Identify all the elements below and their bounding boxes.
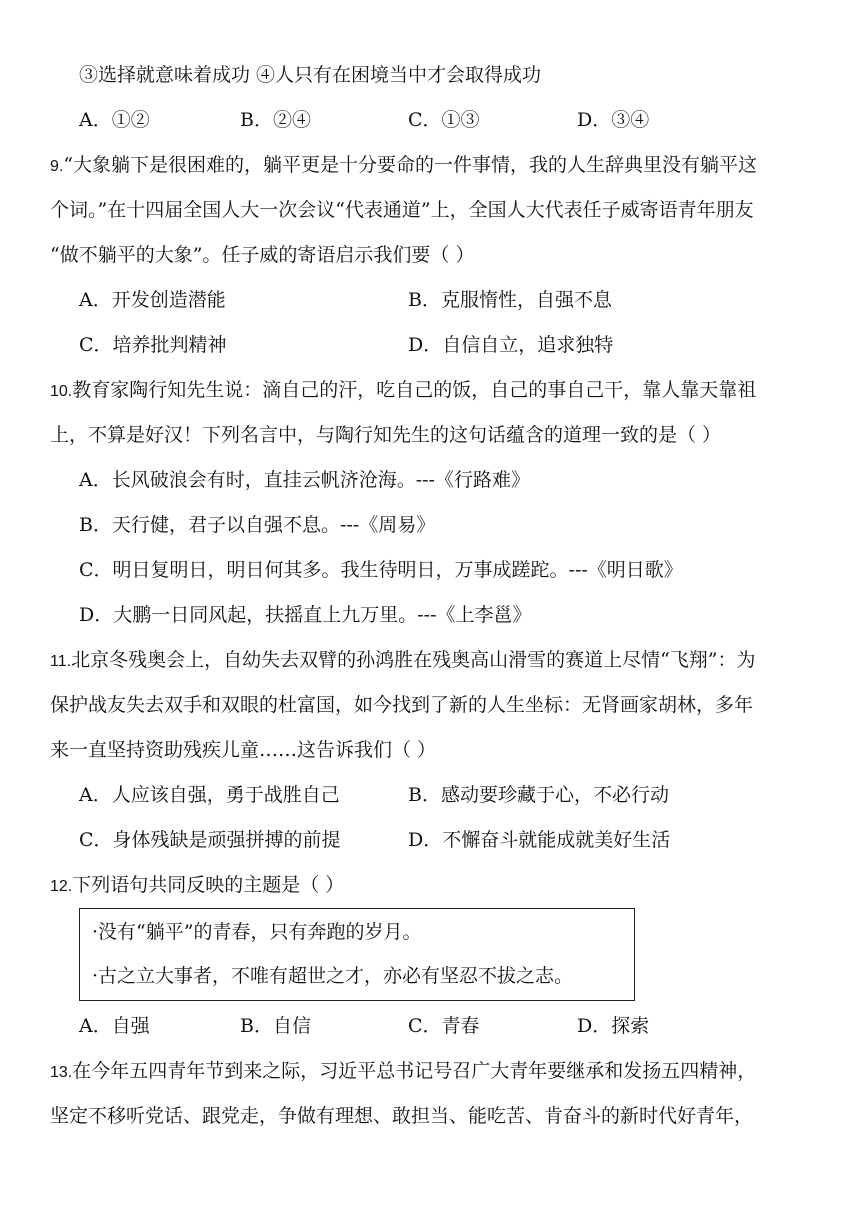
q10-option-a: A．长风破浪会有时，直挂云帆济沧海。---《行路难》 — [79, 469, 530, 491]
q11-line-3: 来一直坚持资助残疾儿童……这告诉我们（ ） — [50, 739, 437, 761]
q13-line-2: 坚定不移听党话、跟党走，争做有理想、敢担当、能吃苦、肯奋斗的新时代好青年， — [50, 1105, 754, 1127]
q8-statement-line: ③选择就意味着成功 ④人只有在困境当中才会取得成功 — [79, 64, 542, 86]
q11-number: 11. — [50, 653, 72, 670]
q12-line-1 — [50, 872, 344, 900]
q10-option-c: C．明日复明日，明日何其多。我生待明日，万事成蹉跎。---《明日歌》 — [79, 559, 683, 581]
q12-quote-box — [79, 908, 635, 1001]
q9-number: 9. — [50, 158, 64, 175]
q9-option-c: C．培养批判精神 — [79, 334, 227, 356]
q9-line-3: “做不躺平的大象”。任子威的寄语启示我们要（ ） — [50, 244, 475, 266]
q10-option-b: B．天行健，君子以自强不息。---《周易》 — [79, 514, 436, 536]
q9-line-1 — [50, 152, 757, 180]
q9-option-b: B．克服惰性，自强不息 — [408, 289, 612, 311]
q12-number: 12. — [50, 878, 73, 895]
q11-text-1: 北京冬残奥会上，自幼失去双臂的孙鸿胜在残奥高山滑雪的赛道上尽情“飞翔”：为 — [71, 649, 756, 671]
q12-quote-2: ·古之立大事者，不唯有超世之才，亦必有坚忍不拔之志。 — [92, 965, 574, 987]
q13-number: 13. — [50, 1064, 73, 1081]
q11-option-b: B．感动要珍藏于心，不必行动 — [408, 784, 669, 806]
q11-line-2: 保护战友失去双手和双眼的杜富国，如今找到了新的人生坐标：无肾画家胡林，多年 — [50, 694, 754, 716]
q11-option-d: D．不懈奋斗就能成就美好生活 — [408, 829, 671, 851]
q13-text-1: 在今年五四青年节到来之际，习近平总书记号召广大青年要继承和发扬五四精神， — [72, 1060, 757, 1082]
q8-option-d: D．③④ — [577, 109, 650, 131]
q12-option-b: B．自信 — [240, 1015, 311, 1037]
q9-option-a: A．开发创造潜能 — [79, 289, 226, 311]
q10-option-d: D．大鹏一日同风起，扶摇直上九万里。---《上李邕》 — [79, 604, 532, 626]
q12-option-a: A．自强 — [79, 1015, 150, 1037]
q8-option-a: A．①② — [79, 109, 150, 131]
q11-line-1 — [50, 647, 756, 675]
q8-option-b: B．②④ — [240, 109, 311, 131]
q13-line-1 — [50, 1058, 756, 1086]
q10-line-1 — [50, 377, 756, 405]
q11-option-c: C．身体残缺是顽强拼搏的前提 — [79, 829, 341, 851]
q12-option-c: C．青春 — [408, 1015, 480, 1037]
q12-option-d: D．探索 — [577, 1015, 650, 1037]
q9-text-1: “大象躺下是很困难的，躺平更是十分要命的一件事情，我的人生辞典里没有躺平这 — [63, 154, 758, 176]
q8-option-c: C．①③ — [408, 109, 480, 131]
q10-text-1: 教育家陶行知先生说：滴自己的汗，吃自己的饭，自己的事自己干，靠人靠天靠祖 — [72, 379, 757, 401]
q10-line-2: 上，不算是好汉！下列名言中，与陶行知先生的这句话蕴含的道理一致的是（ ） — [50, 424, 722, 446]
q12-text-1: 下列语句共同反映的主题是（ ） — [72, 874, 345, 896]
q9-option-d: D．自信自立，追求独特 — [408, 334, 614, 356]
q12-quote-1: ·没有“躺平”的青春，只有奔跑的岁月。 — [92, 921, 422, 943]
q10-number: 10. — [50, 383, 73, 400]
q9-line-2: 个词。”在十四届全国人大一次会议“代表通道”上，全国人大代表任子威寄语青年朋友 — [50, 199, 754, 221]
q11-option-a: A．人应该自强，勇于战胜自己 — [79, 784, 340, 806]
